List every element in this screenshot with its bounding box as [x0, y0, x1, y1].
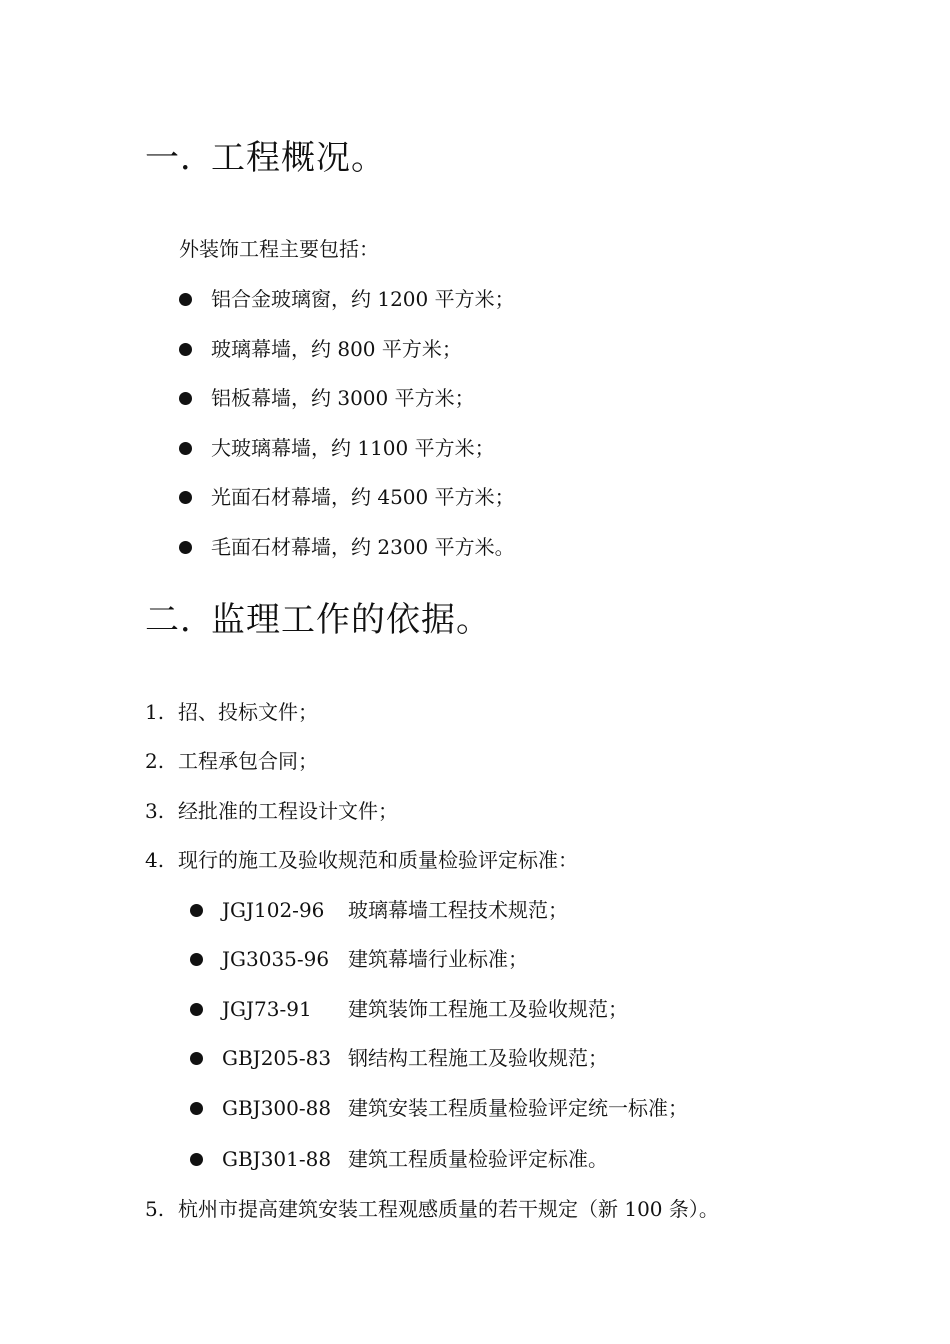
- list-item-text: 大玻璃幕墙，约 1100 平方米；: [211, 436, 495, 460]
- numbered-item: [145, 1196, 719, 1222]
- list-item-text: 毛面石材幕墙，约 2300 平方米。: [211, 535, 515, 559]
- numbered-item: [145, 748, 318, 774]
- bullet-icon: [179, 343, 192, 356]
- item-number: 2.: [145, 749, 165, 773]
- item-number: 1.: [145, 700, 165, 724]
- heading-number: 二．: [145, 600, 215, 640]
- standard-code: GBJ300-88: [222, 1096, 332, 1120]
- list-item-text: 光面石材幕墙，约 4500 平方米；: [211, 485, 515, 509]
- list-item-text: 铝合金玻璃窗，约 1200 平方米；: [211, 287, 515, 311]
- standard-code: JGJ102-96: [222, 898, 325, 922]
- standard-name: 钢结构工程施工及验收规范；: [348, 1046, 608, 1070]
- bullet-icon: [190, 1052, 203, 1065]
- standard-name: 建筑幕墙行业标准；: [348, 947, 528, 971]
- section-heading-basis: [145, 600, 491, 640]
- heading-text: 监理工作的依据。: [211, 600, 491, 640]
- list-item-text: 玻璃幕墙，约 800 平方米；: [211, 337, 462, 361]
- standard-name: 建筑装饰工程施工及验收规范；: [348, 997, 628, 1021]
- heading-text: 工程概况。: [211, 138, 386, 178]
- section-heading-overview: [145, 138, 386, 178]
- item-number: 5.: [145, 1197, 165, 1221]
- bullet-icon: [190, 1153, 203, 1166]
- item-text: 现行的施工及验收规范和质量检验评定标准：: [178, 848, 578, 872]
- bullet-icon: [179, 491, 192, 504]
- item-number: 4.: [145, 848, 165, 872]
- standard-name: 建筑安装工程质量检验评定统一标准；: [348, 1096, 688, 1120]
- list-item-text: 铝板幕墙，约 3000 平方米；: [211, 386, 475, 410]
- bullet-icon: [179, 293, 192, 306]
- item-text: 工程承包合同；: [178, 749, 318, 773]
- standard-code: GBJ301-88: [222, 1147, 332, 1171]
- bullet-icon: [179, 541, 192, 554]
- item-number: 3.: [145, 799, 165, 823]
- item-text: 招、投标文件；: [178, 700, 318, 724]
- numbered-item: [145, 699, 318, 725]
- standard-code: GBJ205-83: [222, 1046, 332, 1070]
- heading-number: 一．: [145, 138, 215, 178]
- bullet-icon: [179, 392, 192, 405]
- item-text: 杭州市提高建筑安装工程观感质量的若干规定（新 100 条）。: [178, 1197, 719, 1221]
- bullet-icon: [190, 904, 203, 917]
- bullet-icon: [190, 1003, 203, 1016]
- bullet-icon: [190, 953, 203, 966]
- item-text: 经批准的工程设计文件；: [178, 799, 398, 823]
- numbered-item: [145, 847, 578, 873]
- overview-intro: 外装饰工程主要包括：: [179, 237, 379, 261]
- bullet-icon: [190, 1102, 203, 1115]
- standard-code: JG3035-96: [222, 947, 330, 971]
- numbered-item: [145, 798, 398, 824]
- standard-name: 玻璃幕墙工程技术规范；: [348, 898, 568, 922]
- standard-name: 建筑工程质量检验评定标准。: [348, 1147, 608, 1171]
- standard-code: JGJ73-91: [222, 997, 312, 1021]
- bullet-icon: [179, 442, 192, 455]
